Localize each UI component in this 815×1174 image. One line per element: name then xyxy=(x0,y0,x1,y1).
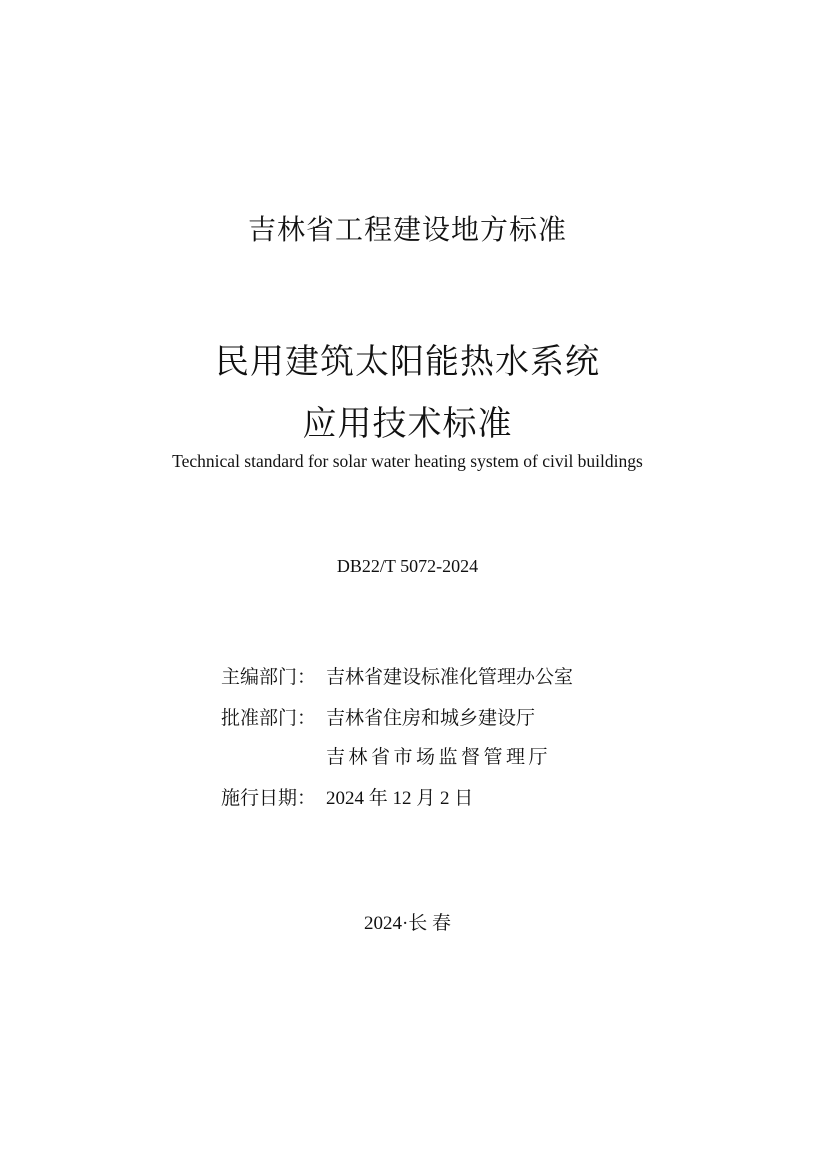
approving-department-row-2 xyxy=(221,746,551,770)
approving-department-value-1: 吉林省住房和城乡建设厅 xyxy=(326,708,536,729)
editor-department-row xyxy=(221,666,573,690)
approving-department-label: 批准部门： xyxy=(221,708,317,729)
approving-department-value-2: 吉林省市场监督管理厅 xyxy=(326,747,552,768)
approving-department-row xyxy=(221,707,535,731)
editor-department-label: 主编部门： xyxy=(221,667,317,688)
editor-department-value: 吉林省建设标准化管理办公室 xyxy=(326,667,574,688)
standard-code: DB22/T 5072-2024 xyxy=(336,556,479,576)
english-title: Technical standard for solar water heating system of civil buildings xyxy=(172,451,643,471)
effective-date-label: 施行日期： xyxy=(221,788,317,809)
standard-category: 吉林省工程建设地方标准 xyxy=(247,213,567,246)
effective-date-row xyxy=(221,787,473,811)
document-title-line-1: 民用建筑太阳能热水系统 xyxy=(215,342,600,382)
effective-date-value: 2024 年 12 月 2 日 xyxy=(326,788,474,809)
document-title-line-2: 应用技术标准 xyxy=(302,404,513,444)
publication-place-year: 2024·长 春 xyxy=(363,913,452,934)
